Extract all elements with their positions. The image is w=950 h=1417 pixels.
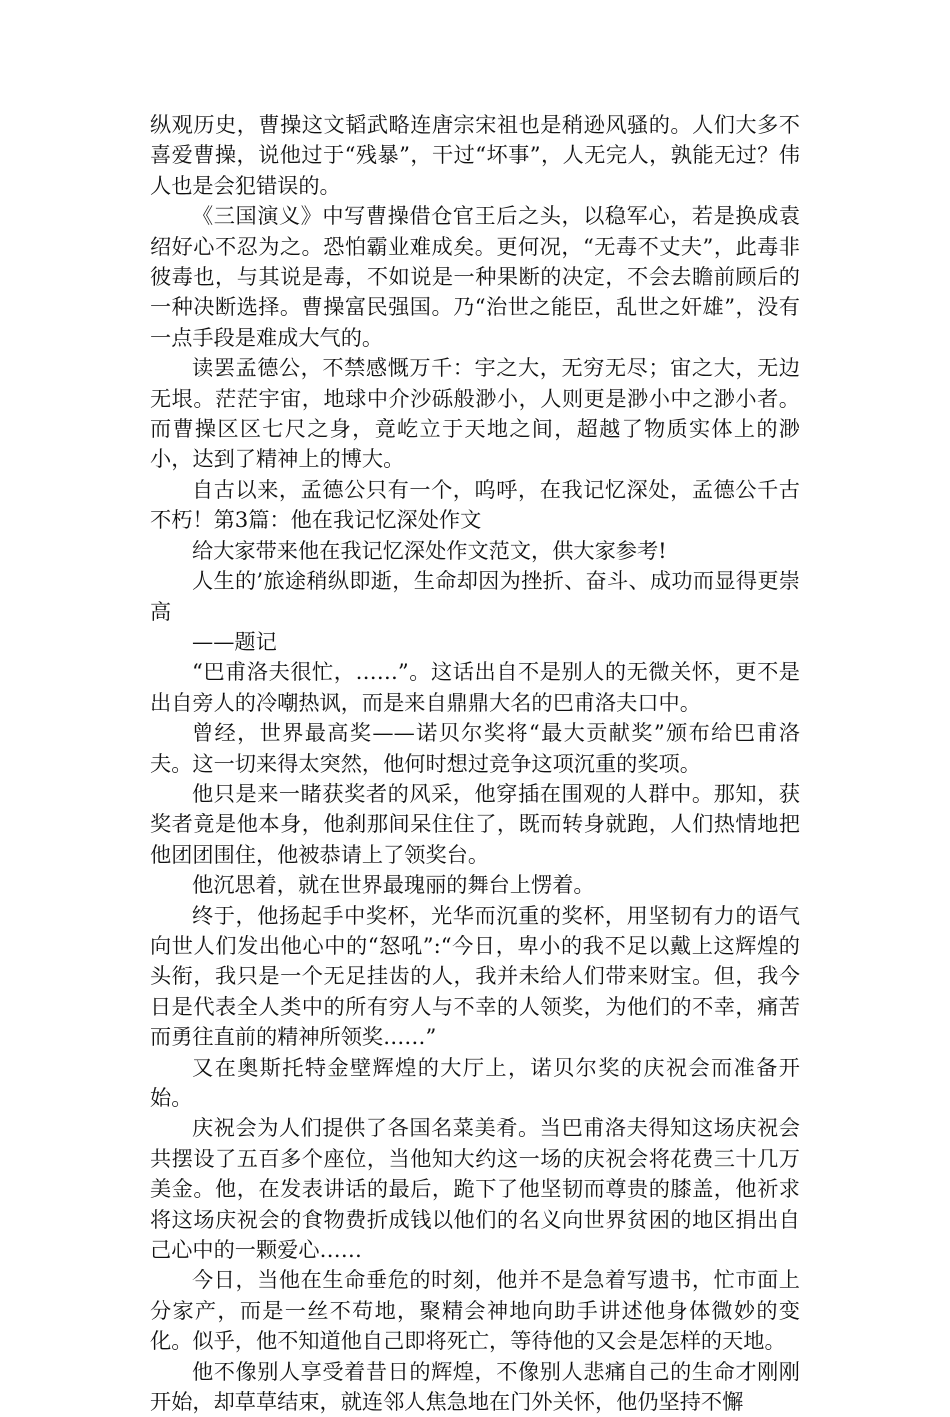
paragraph: 今日，当他在生命垂危的时刻，他并不是急着写遗书，忙市面上分家产，而是一丝不苟地，聚精会神地向助手讲述他身体微妙的变化。似乎，他不知道他自己即将死亡，等待他的又会是怎样的天地。 [150,1267,800,1354]
paragraph: 《三国演义》中写曹操借仓官王后之头，以稳军心，若是换成袁绍好心不忍为之。恐怕霸业难成矣。更何况，“无毒不丈夫”，此毒非彼毒也，与其说是毒，不如说是一种果断的决定，不会去瞻前顾后的一种决断选择。曹操富民强国。乃“治世之能臣，乱世之奸雄”，没有一点手段是难成大气的。 [150,203,800,350]
paragraph: 终于，他扬起手中奖杯，光华而沉重的奖杯，用坚韧有力的语气向世人们发出他心中的“怒吼”:“今日，卑小的我不足以戴上这辉煌的头衔，我只是一个无足挂齿的人，我并未给人们带来财宝。但，我今日是代表全人类中的所有穷人与不幸的人领奖，为他们的不幸，痛苦而勇往直前的精神所领奖……” [150,902,800,1050]
document-body [150,110,800,1417]
paragraph: 人生的’旅途稍纵即逝，生命却因为挫折、奋斗、成功而显得更崇高 [150,568,800,624]
paragraph: 他只是来一睹获奖者的风采，他穿插在围观的人群中。那知，获奖者竟是他本身，他刹那间呆住住了，既而转身就跑，人们热情地把他团团围住，他被恭请上了领奖台。 [150,780,800,867]
paragraph: 庆祝会为人们提供了各国名菜美肴。当巴甫洛夫得知这场庆祝会共摆设了五百多个座位，当他知大约这一场的庆祝会将花费三十几万美金。他，在发表讲话的最后，跪下了他坚韧而尊贵的膝盖，他祈求将这场庆祝会的食物费折成钱以他们的名义向世界贫困的地区捐出自己心中的一颗爱心…… [150,1115,800,1263]
epigraph-attribution: ——题记 [192,628,277,654]
paragraph: 给大家带来他在我记忆深处作文范文，供大家参考! [192,537,667,563]
paragraph: 他沉思着，就在世界最瑰丽的舞台上愣着。 [192,872,595,898]
paragraph: 纵观历史，曹操这文韬武略连唐宗宋祖也是稍逊风骚的。人们大多不喜爱曹操，说他过于“残暴”，干过“坏事”，人无完人，孰能无过？伟人也是会犯错误的。 [150,112,800,198]
paragraph: 他不像别人享受着昔日的辉煌，不像别人悲痛自己的生命才刚刚开始，却草草结束，就连邻人焦急地在门外关怀，他仍坚持不懈 [150,1358,800,1415]
paragraph: 曾经，世界最高奖——诺贝尔奖将“最大贡献奖”颁布给巴甫洛夫。这一切来得太突然，他何时想过竞争这项沉重的奖项。 [150,720,800,776]
paragraph: 读罢孟德公，不禁感慨万千：宇之大，无穷无尽；宙之大，无边无垠。茫茫宇宙，地球中介沙砾般渺小，人则更是渺小中之渺小者。而曹操区区七尺之身，竟屹立于天地之间，超越了物质实体上的渺小，达到了精神上的博大。 [150,355,800,472]
paragraph: “巴甫洛夫很忙，……”。这话出自不是别人的无微关怀，更不是出自旁人的冷嘲热讽，而是来自鼎鼎大名的巴甫洛夫口中。 [150,659,800,715]
paragraph: 又在奥斯托特金壁辉煌的大厅上，诺贝尔奖的庆祝会而准备开始。 [150,1054,800,1110]
paragraph: 自古以来，孟德公只有一个，呜呼，在我记忆深处，孟德公千古不朽！第3篇：他在我记忆深处作文 [150,476,800,533]
